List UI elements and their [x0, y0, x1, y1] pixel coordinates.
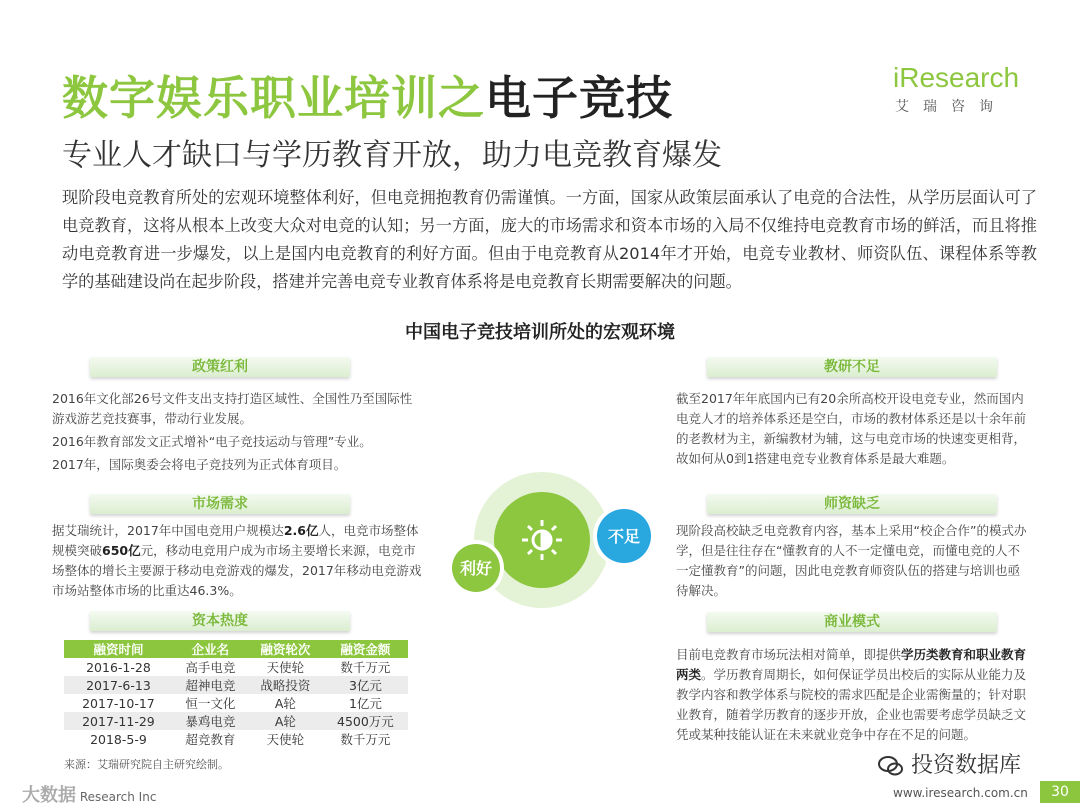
- business-header: 商业模式: [707, 609, 997, 635]
- policy-item: 2017年，国际奥委会将电子竞技列为正式体育项目。: [52, 457, 347, 472]
- table-row: 2017-10-17 恒一文化 A轮 1亿元: [82, 695, 382, 711]
- policy-header: 政策红利: [90, 354, 350, 380]
- policy-text: [52, 389, 422, 478]
- footer-left: [22, 781, 156, 807]
- wechat-label: 投资数据库: [911, 753, 1022, 778]
- teachers-text: 现阶段高校缺乏电竞教育内容，基本上采用“校企合作”的模式办学，但是往往存在“懂教育的人不一定懂电竞，而懂电竞的人不一定懂教育”的问题，因此电竞教育师资队伍的搭建与培训也亟待解决。: [676, 523, 1027, 598]
- footer-url: www.iresearch.com.cn: [893, 786, 1028, 800]
- iresearch-logo: [893, 62, 1033, 116]
- column-header: 融资金额: [323, 640, 408, 658]
- wechat-watermark: [878, 748, 1021, 779]
- watermark-text: 大数据: [22, 785, 76, 806]
- wechat-icon: [878, 755, 904, 777]
- table-row: 2018-5-9 超竞教育 天使轮 数千万元: [90, 731, 391, 747]
- business-text: 目前电竞教育市场玩法相对简单，即提供学历类教育和职业教育两类。学历教育周期长，如何保证学员出校后的实际从业能力及教学内容和教学体系与院校的需求匹配是企业需衡量的；针对职业教育，随着学历教育的逐步开放，企业也需要考虑学员缺乏文凭或某种技能认证在未来就业竞争中存在不足的问题。: [676, 647, 1027, 742]
- balance-graphic: [440, 468, 660, 608]
- table-row: 2016-1-28 高手电竞 天使轮 数千万元: [86, 659, 391, 675]
- source-note: 来源：艾瑞研究院自主研究绘制。: [64, 758, 229, 771]
- capital-header: 资本热度: [90, 608, 350, 634]
- intro-paragraph: 现阶段电竞教育所处的宏观环境整体利好，但电竞拥抱教育仍需谨慎。一方面，国家从政策层面承认了电竞的合法性，从学历层面认可了电竞教育，这将从根本上改变大众对电竞的认知；另一方面，庞大的市场需求和资本市场的入局不仅维持电竞教育市场的鲜活，而且将推动电竞教育进一步爆发，以上是国内电竞教育的利好方面。但由于电竞教育从2014年才开始，电竞专业教材、师资队伍、课程体系等教学的基础建设尚在起步阶段，搭建并完善电竞专业教育体系将是电竞教育长期需要解决的问题。: [62, 188, 1037, 291]
- table-header-row: [64, 640, 408, 658]
- title-highlight: 电子竞技: [485, 71, 673, 125]
- page-number: 30: [1040, 781, 1080, 803]
- policy-item: 2016年教育部发文正式增补“电子竞技运动与管理”专业。: [52, 434, 372, 449]
- sun-moon-icon: [522, 520, 562, 560]
- logo-cn: 艾瑞咨询: [895, 99, 1007, 115]
- policy-item: 2016年文化部26号文件支出支持打造区域性、全国性乃至国际性游戏游艺竞技赛事，带动行业发展。: [52, 391, 413, 426]
- logo-brand: iResearch: [893, 62, 1020, 93]
- research-text: 截至2017年年底国内已有20余所高校开设电竞专业，然而国内电竞人才的培养体系还是空白，市场的教材体系还是以十余年前的老教材为主，新编教材为辅，这与电竞市场的快速变更相背，故如何从0到1搭建电竞专业教育体系是最大难题。: [676, 391, 1027, 466]
- title-main: 数字娱乐职业培训之: [62, 71, 485, 125]
- research-header: 教研不足: [707, 354, 997, 380]
- market-header: 市场需求: [90, 491, 350, 517]
- left-badge-label: 利好: [459, 559, 493, 578]
- section-title: 中国电子竞技培训所处的宏观环境: [405, 322, 675, 343]
- page-title: [62, 62, 673, 128]
- market-text: 据艾瑞统计，2017年中国电竞用户规模达2.6亿人，电竞市场整体规模突破650亿元，移动电竞用户成为市场主要增长来源，电竞市场整体的增长主要源于移动电竞游戏的爆发，2017年移动电竞游戏市场站整体市场的比重达46.3%。: [52, 523, 422, 598]
- footer-company: Research Inc: [79, 790, 157, 804]
- teachers-header: 师资缺乏: [707, 491, 997, 517]
- right-badge-label: 不足: [607, 527, 641, 546]
- table-row: 2017-11-29 暴鸡电竞 A轮 4500万元: [64, 712, 408, 730]
- column-header: 企业名: [173, 640, 248, 658]
- page-subtitle: 专业人才缺口与学历教育开放，助力电竞教育爆发: [62, 138, 722, 173]
- table-row: 2017-6-13 超神电竞 战略投资 3亿元: [64, 676, 408, 694]
- funding-table: [64, 640, 408, 748]
- column-header: 融资时间: [64, 640, 173, 658]
- column-header: 融资轮次: [248, 640, 323, 658]
